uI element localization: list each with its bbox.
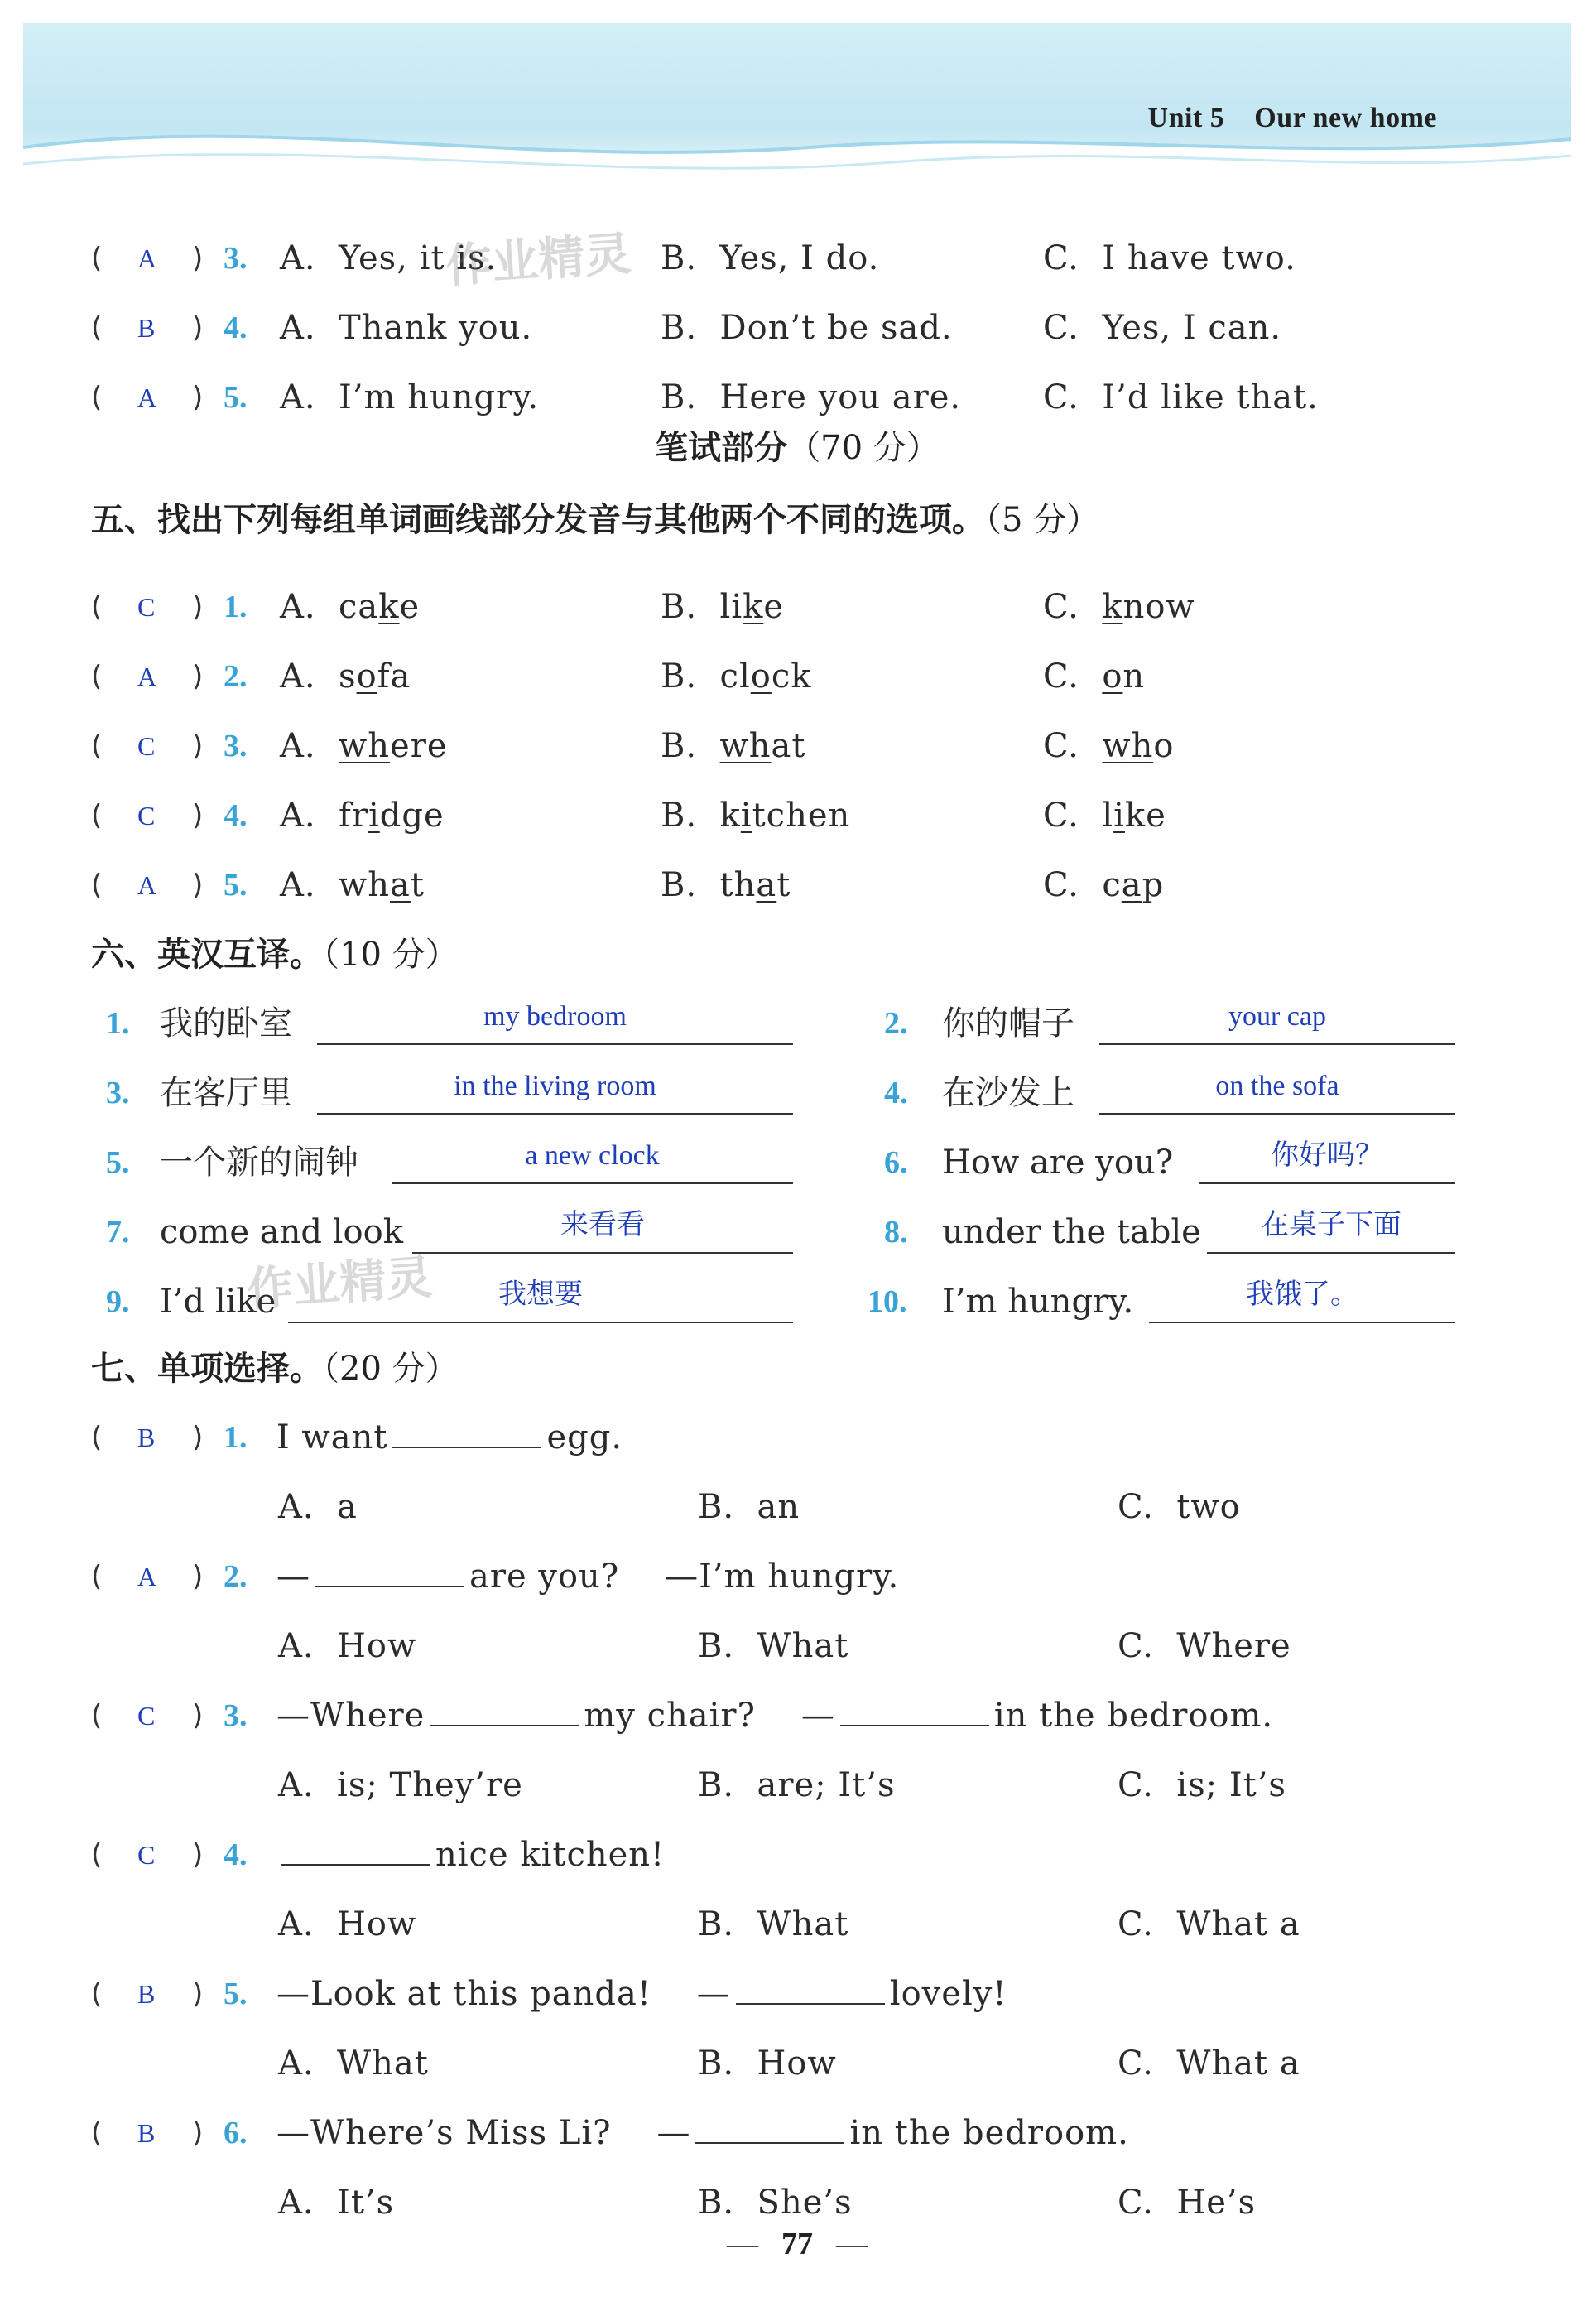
section7-points: （20 分） [323, 1350, 459, 1388]
option-c: C. Yes, I can. [1043, 309, 1282, 347]
section7-title-text: 七、单项选择。 [91, 1350, 323, 1388]
answer-letter: C [137, 731, 156, 761]
question-row [23, 1830, 1571, 1880]
handwritten-answer: my bedroom [483, 1001, 627, 1032]
option-a: A. How [278, 1627, 417, 1665]
answer-letter: A [137, 870, 157, 900]
paren-close: ) [192, 242, 204, 275]
underlined-part: wh [719, 727, 772, 765]
translation-item [23, 1138, 1571, 1187]
item-number: 2. [224, 1559, 248, 1594]
section5-item [23, 860, 1571, 910]
answer-letter: C [137, 801, 156, 831]
option-c [1043, 652, 1145, 701]
underlined-part: a [390, 866, 411, 904]
option-letter: C. [1043, 657, 1103, 696]
answer-letter: C [137, 1701, 156, 1731]
question-text: come and look [160, 1213, 403, 1251]
worksheet-page [23, 23, 1571, 2300]
question-row [23, 1969, 1571, 2019]
option-c: C. What a [1118, 1905, 1300, 1943]
option-letter: C. [1043, 727, 1103, 765]
paren-close: ) [192, 590, 204, 624]
paren-close: ) [192, 311, 204, 344]
word-end: ke [1124, 797, 1166, 835]
question-text: 一个新的闹钟 [160, 1144, 358, 1182]
section5-item [23, 582, 1571, 632]
answer-letter: C [137, 1840, 156, 1870]
answer-letter: B [137, 2118, 156, 2148]
option-a: A. What [278, 2044, 429, 2083]
handwritten-answer: a new clock [525, 1140, 660, 1171]
paren-open: ( [91, 2116, 103, 2150]
option-a [280, 860, 425, 910]
word-start: c [1102, 866, 1122, 904]
item-number: 5. [224, 1977, 248, 2011]
fill-blank [281, 1831, 430, 1866]
option-a [280, 652, 411, 701]
word-start: fr [339, 797, 368, 835]
option-letter: C. [1043, 797, 1103, 835]
paren-close: ) [192, 799, 204, 832]
option-a: A. Thank you. [280, 309, 533, 347]
item-number: 8. [884, 1215, 908, 1250]
answer-letter: B [137, 1423, 156, 1452]
paren-open: ( [91, 1421, 103, 1454]
answer-letter: B [137, 1979, 156, 2009]
paren-open: ( [91, 1560, 103, 1593]
section5-points: （5 分） [985, 501, 1100, 539]
word-start: cl [719, 657, 751, 696]
translation-item [23, 1207, 1571, 1257]
option-a [280, 721, 448, 771]
section6-title [91, 926, 459, 984]
option-letter: B. [661, 797, 720, 835]
paren-close: ) [192, 660, 204, 693]
underlined-part: a [756, 866, 777, 904]
written-part-points: （70 分） [787, 429, 940, 467]
stem-text: my chair? — [584, 1697, 835, 1735]
word-start: th [719, 866, 757, 904]
item-number: 2. [884, 1006, 908, 1041]
option-letter: B. [661, 727, 720, 765]
option-b [661, 652, 811, 701]
question-text: I’d like [160, 1283, 276, 1321]
item-number: 4. [884, 1076, 908, 1110]
option-c [1043, 582, 1195, 632]
page-number-value: 77 [781, 2227, 813, 2261]
paren-open: ( [91, 590, 103, 624]
section6-points: （10 分） [323, 936, 459, 974]
stem-text: egg. [546, 1418, 623, 1457]
stem-text: in the bedroom. [993, 1697, 1274, 1735]
option-c [1043, 721, 1174, 771]
option-c: C. Where [1118, 1627, 1291, 1665]
written-part-title [23, 419, 1571, 477]
fill-blank [315, 1553, 464, 1587]
option-a [280, 582, 420, 632]
item-number: 1. [224, 1420, 248, 1455]
word-end: t [410, 866, 425, 904]
stem-text: in the bedroom. [849, 2114, 1129, 2152]
option-c: C. What a [1118, 2044, 1300, 2083]
option-b: B. Here you are. [661, 378, 962, 417]
option-b [661, 860, 791, 910]
question-text: I’m hungry. [942, 1283, 1134, 1321]
option-b [661, 582, 784, 632]
option-letter: A. [280, 727, 339, 765]
paren-open: ( [91, 730, 103, 763]
answer-letter: A [137, 243, 157, 273]
word-start: s [339, 657, 357, 696]
paren-open: ( [91, 311, 103, 344]
paren-open: ( [91, 869, 103, 902]
item-number: 1. [224, 590, 248, 624]
stem-text: —Where’s Miss Li? — [276, 2114, 691, 2152]
section5-title [91, 491, 1099, 549]
question-row [23, 1691, 1571, 1741]
option-a: A. Yes, it is. [280, 239, 498, 277]
option-c: C. two [1118, 1488, 1241, 1526]
section5-item [23, 721, 1571, 771]
question-text: 我的卧室 [160, 1004, 292, 1043]
option-a: A. a [278, 1488, 358, 1526]
item-number: 3. [106, 1076, 130, 1110]
item-number: 6. [884, 1145, 908, 1180]
section5-item [23, 791, 1571, 840]
option-a [280, 791, 445, 840]
word-end: t [776, 866, 791, 904]
handwritten-answer: 我饿了。 [1246, 1279, 1358, 1310]
answer-letter: C [137, 592, 156, 622]
watermark-logo: 作业精灵 [444, 227, 633, 294]
handwritten-answer: 你好吗？ [1271, 1140, 1383, 1171]
paren-close: ) [192, 730, 204, 763]
option-c: C. I’d like that. [1043, 378, 1319, 417]
question-text: 在客厅里 [160, 1074, 292, 1112]
paren-close: ) [192, 869, 204, 902]
paren-close: ) [192, 1560, 204, 1593]
word-end: dge [379, 797, 445, 835]
options-row [23, 1482, 1571, 1532]
question-stem [276, 1830, 665, 1880]
answer-letter: A [137, 1562, 157, 1591]
question-row [23, 1413, 1571, 1462]
answer-letter: B [137, 313, 156, 343]
word-end: o [1153, 727, 1175, 765]
option-letter: A. [280, 657, 339, 696]
item-number: 4. [224, 798, 248, 833]
item-number: 1. [106, 1006, 130, 1041]
question-row [23, 2108, 1571, 2158]
option-b: B. What [698, 1905, 849, 1943]
option-letter: A. [280, 866, 339, 904]
option-c [1043, 860, 1164, 910]
underlined-part: k [1102, 588, 1123, 626]
item-number: 2. [224, 659, 248, 694]
stem-text: lovely! [889, 1975, 1007, 2013]
fill-blank [736, 1970, 885, 2005]
stem-text: —Look at this panda! — [276, 1975, 731, 2013]
option-letter: A. [280, 797, 339, 835]
item-number: 4. [224, 1837, 248, 1872]
handwritten-answer: 我想要 [498, 1279, 583, 1310]
word-end: fa [377, 657, 411, 696]
listening-item-4 [23, 303, 1571, 353]
fill-blank [695, 2109, 844, 2144]
option-b: B. She’s [698, 2184, 853, 2222]
word-start: li [719, 588, 743, 626]
option-letter: C. [1043, 588, 1103, 626]
underlined-part: wh [1102, 727, 1154, 765]
option-letter: A. [280, 588, 339, 626]
word-start: k [719, 797, 741, 835]
question-stem [276, 1552, 899, 1601]
underlined-part: a [1121, 866, 1142, 904]
paren-close: ) [192, 1421, 204, 1454]
option-letter: B. [661, 588, 720, 626]
handwritten-answer: 在桌子下面 [1261, 1210, 1401, 1240]
question-stem [276, 1413, 623, 1462]
item-number: 6. [224, 2116, 248, 2150]
paren-close: ) [192, 1838, 204, 1871]
page-number: — 77 — [727, 2227, 868, 2261]
word-end: now [1122, 588, 1195, 626]
paren-open: ( [91, 1838, 103, 1871]
word-end: n [1122, 657, 1146, 696]
option-b: B. are; It’s [698, 1766, 896, 1804]
item-number: 7. [106, 1215, 130, 1250]
option-c [1043, 791, 1166, 840]
option-b: B. Don’t be sad. [661, 309, 953, 347]
item-number: 10. [868, 1284, 907, 1319]
item-number: 5. [224, 380, 248, 415]
option-a: A. How [278, 1905, 417, 1943]
watermark-logo: 作业精灵 [245, 1250, 435, 1317]
word-end: at [771, 727, 806, 765]
option-a: A. is; They’re [278, 1766, 523, 1804]
stem-text: — [276, 1558, 310, 1596]
fill-blank [430, 1692, 579, 1726]
stem-text: nice kitchen! [435, 1836, 666, 1874]
option-letter: B. [661, 866, 720, 904]
item-number: 3. [224, 1698, 248, 1733]
question-stem [276, 1969, 1007, 2019]
option-b: B. What [698, 1627, 849, 1665]
question-text: How are you? [942, 1144, 1174, 1182]
question-stem [276, 1691, 1273, 1741]
underlined-part: i [368, 797, 380, 835]
translation-item [23, 999, 1571, 1048]
underlined-part: k [743, 588, 764, 626]
listening-item-5 [23, 373, 1571, 422]
word-end: p [1142, 866, 1165, 904]
word-start: l [1102, 797, 1114, 835]
paren-close: ) [192, 1977, 204, 2010]
fill-blank [392, 1413, 541, 1448]
paren-close: ) [192, 1699, 204, 1732]
handwritten-answer: in the living room [454, 1071, 656, 1101]
handwritten-answer: 来看看 [560, 1210, 645, 1240]
paren-close: ) [192, 381, 204, 414]
options-row [23, 1621, 1571, 1671]
section5-item [23, 652, 1571, 701]
word-end: e [763, 588, 785, 626]
options-row [23, 2178, 1571, 2227]
item-number: 3. [224, 729, 248, 763]
unit-title: Unit 5 Our new home [1147, 103, 1437, 133]
option-b [661, 791, 850, 840]
section6-title-text: 六、英汉互译。 [91, 936, 323, 974]
option-b: B. an [698, 1488, 800, 1526]
word-end: ere [390, 727, 448, 765]
item-number: 3. [224, 241, 248, 276]
stem-text: are you? —I’m hungry. [469, 1558, 900, 1596]
paren-open: ( [91, 381, 103, 414]
paren-open: ( [91, 1699, 103, 1732]
translation-item [23, 1068, 1571, 1118]
item-number: 5. [106, 1145, 130, 1180]
option-b: B. Yes, I do. [661, 239, 880, 277]
underlined-part: k [378, 588, 400, 626]
section5-title-text: 五、找出下列每组单词画线部分发音与其他两个不同的选项。 [91, 501, 985, 539]
option-c: C. He’s [1118, 2184, 1257, 2222]
paren-open: ( [91, 1977, 103, 2010]
option-a: A. It’s [278, 2184, 395, 2222]
section7-title [91, 1340, 459, 1398]
word-start: wh [339, 866, 391, 904]
word-end: tchen [752, 797, 851, 835]
word-end: ck [771, 657, 812, 696]
paren-close: ) [192, 2116, 204, 2150]
paren-open: ( [91, 242, 103, 275]
item-number: 5. [224, 868, 248, 903]
handwritten-answer: your cap [1228, 1001, 1326, 1032]
options-row [23, 2039, 1571, 2088]
item-number: 4. [224, 311, 248, 345]
paren-open: ( [91, 799, 103, 832]
options-row [23, 1760, 1571, 1810]
word-start: ca [339, 588, 379, 626]
underlined-part: i [740, 797, 752, 835]
option-b [661, 721, 805, 771]
paren-open: ( [91, 660, 103, 693]
option-letter: C. [1043, 866, 1103, 904]
underlined-part: o [356, 657, 377, 696]
option-b: B. How [698, 2044, 837, 2083]
underlined-part: o [1102, 657, 1123, 696]
question-text: 你的帽子 [942, 1004, 1074, 1043]
listening-item-3 [23, 234, 1571, 283]
options-row [23, 1900, 1571, 1949]
stem-text: —Where [276, 1697, 425, 1735]
fill-blank [840, 1692, 989, 1726]
word-end: e [399, 588, 421, 626]
underlined-part: o [750, 657, 772, 696]
option-c: C. is; It’s [1118, 1766, 1286, 1804]
underlined-part: i [1113, 797, 1125, 835]
handwritten-answer: on the sofa [1215, 1071, 1339, 1101]
item-number: 9. [106, 1284, 130, 1319]
answer-letter: A [137, 662, 157, 691]
question-text: 在沙发上 [942, 1074, 1074, 1112]
stem-text: I want [276, 1418, 388, 1457]
written-part-label: 笔试部分 [655, 429, 788, 467]
option-c: C. I have two. [1043, 239, 1296, 277]
answer-letter: A [137, 383, 157, 412]
option-a: A. I’m hungry. [280, 378, 540, 417]
question-text: under the table [942, 1213, 1201, 1251]
option-letter: B. [661, 657, 720, 696]
page-header [23, 23, 1571, 201]
question-row [23, 1552, 1571, 1601]
question-stem [276, 2108, 1129, 2158]
underlined-part: wh [339, 727, 391, 765]
